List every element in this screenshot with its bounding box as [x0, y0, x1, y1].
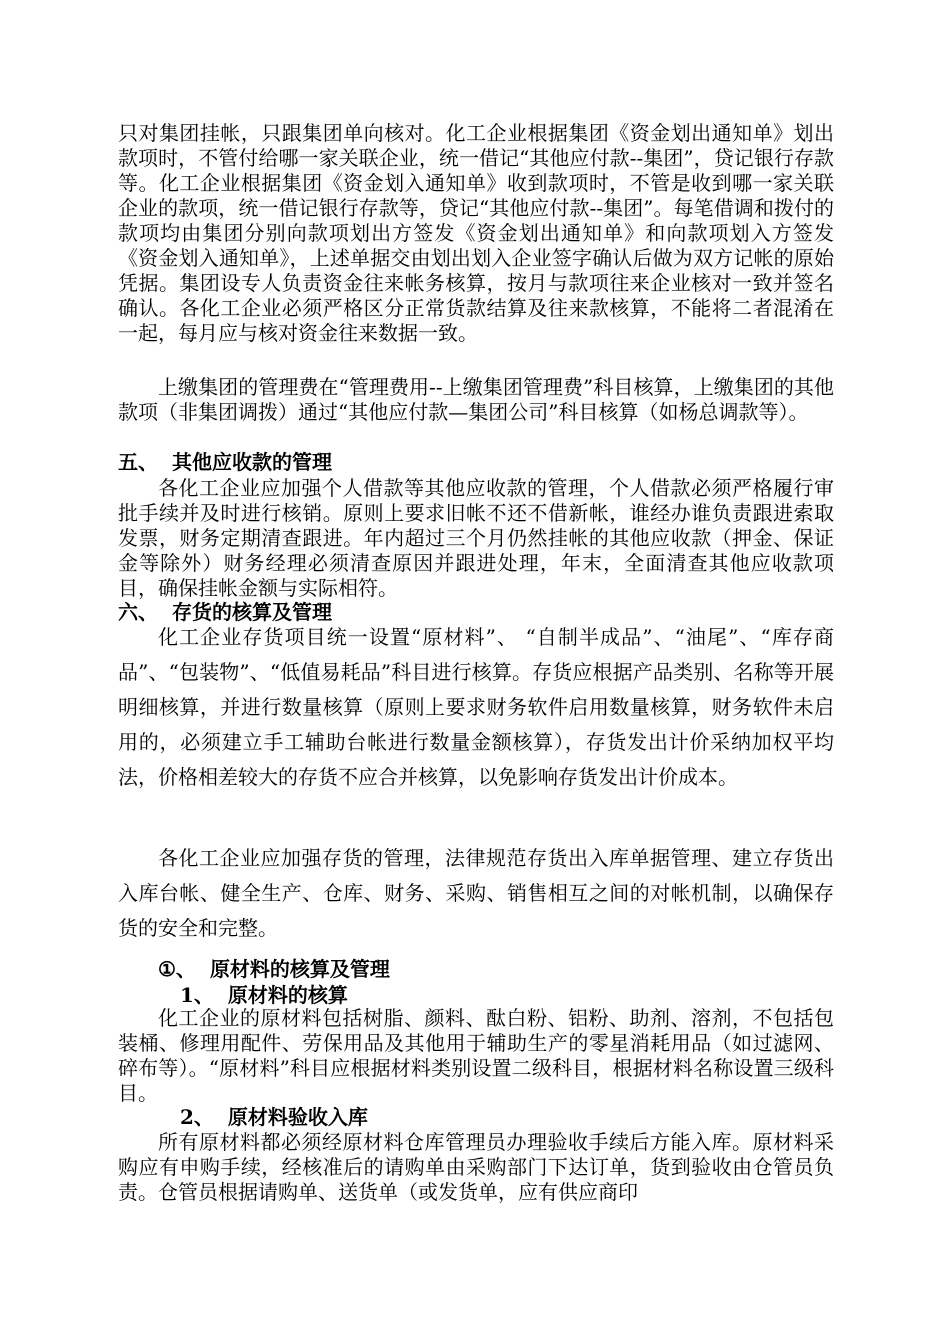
- section-number: 六、: [118, 600, 158, 624]
- paragraph-intercompany-funds: 只对集团挂帐，只跟集团单向核对。化工企业根据集团《资金划出通知单》划出款项时，不管付给哪一家关联企业，统一借记“其他应付款--集团”，贷记银行存款等。化工企业根据集团《资金划入通知单》收到款项时，不管是收到哪一家关联企业的款项，统一借记银行存款等，贷记“其他应付款--集团”。每笔借调和拨付的款项均由集团分别向款项划出方签发《资金划出通知单》和向款项划入方签发《资金划入通知单》，上述单据交由划出划入企业签字确认后做为双方记帐的原始凭据。集团设专人负责资金往来帐务核算，按月与款项往来企业核对一致并签名确认。各化工企业必须严格区分正常货款结算及往来款核算，不能将二者混淆在一起，每月应与核对资金往来数据一致。: [118, 121, 834, 345]
- paragraph-management-fee: 上缴集团的管理费在“管理费用--上缴集团管理费”科目核算，上缴集团的其他款项（非集团调拨）通过“其他应付款—集团公司”科目核算（如杨总调款等）。: [118, 375, 834, 424]
- paragraph-raw-material-accounting: 化工企业的原材料包括树脂、颜料、酞白粉、铝粉、助剂、溶剂，不包括包装桶、修理用配件、劳保用品及其他用于辅助生产的零星消耗用品（如过滤网、碎布等）。“原材料”科目应根据材料类别设置二级科目，根据材料名称设置三级科目。: [118, 1006, 834, 1105]
- subsection-number: ①、: [158, 957, 196, 981]
- item-title: 原材料的核算: [227, 983, 348, 1007]
- subsection-heading-raw-materials: [158, 957, 390, 982]
- section-heading-5: [118, 450, 332, 475]
- item-number: 1、: [180, 983, 214, 1007]
- item-heading-2: [180, 1105, 368, 1130]
- paragraph-inventory-accounting: 化工企业存货项目统一设置“原材料”、 “自制半成品”、“油尾”、“库存商品”、“包装物”、“低值易耗品”科目进行核算。存货应根据产品类别、名称等开展明细核算，并进行数量核算（原则上要求财务软件启用数量核算，财务软件未启用的，必须建立手工辅助台帐进行数量金额核算），存货发出计价采纳加权平均法，价格相差较大的存货不应合并核算，以免影响存货发出计价成本。: [118, 625, 834, 789]
- section-title: 其他应收款的管理: [172, 450, 332, 474]
- item-heading-1: [180, 983, 348, 1008]
- item-number: 2、: [180, 1105, 214, 1129]
- section-number: 五、: [118, 450, 158, 474]
- paragraph-inventory-management: 各化工企业应加强存货的管理，法律规范存货出入库单据管理、建立存货出入库台帐、健全生产、仓库、财务、采购、销售相互之间的对帐机制，以确保存货的安全和完整。: [118, 846, 834, 940]
- paragraph-other-receivables: 各化工企业应加强个人借款等其他应收款的管理，个人借款必须严格履行审批手续并及时进行核销。原则上要求旧帐不还不借新帐，谁经办谁负责跟进索取发票，财务定期清查跟进。年内超过三个月仍然挂帐的其他应收款（押金、保证金等除外）财务经理必须清查原因并跟进处理，年末，全面清查其他应收款项目，确保挂帐金额与实际相符。: [118, 476, 834, 600]
- section-title: 存货的核算及管理: [172, 600, 332, 624]
- paragraph-raw-material-receiving: 所有原材料都必须经原材料仓库管理员办理验收手续后方能入库。原材料采购应有申购手续，经核准后的请购单由采购部门下达订单，货到验收由仓管员负责。仓管员根据请购单、送货单（或发货单，应有供应商印: [118, 1130, 834, 1204]
- subsection-title: 原材料的核算及管理: [209, 957, 390, 981]
- item-title: 原材料验收入库: [227, 1105, 368, 1129]
